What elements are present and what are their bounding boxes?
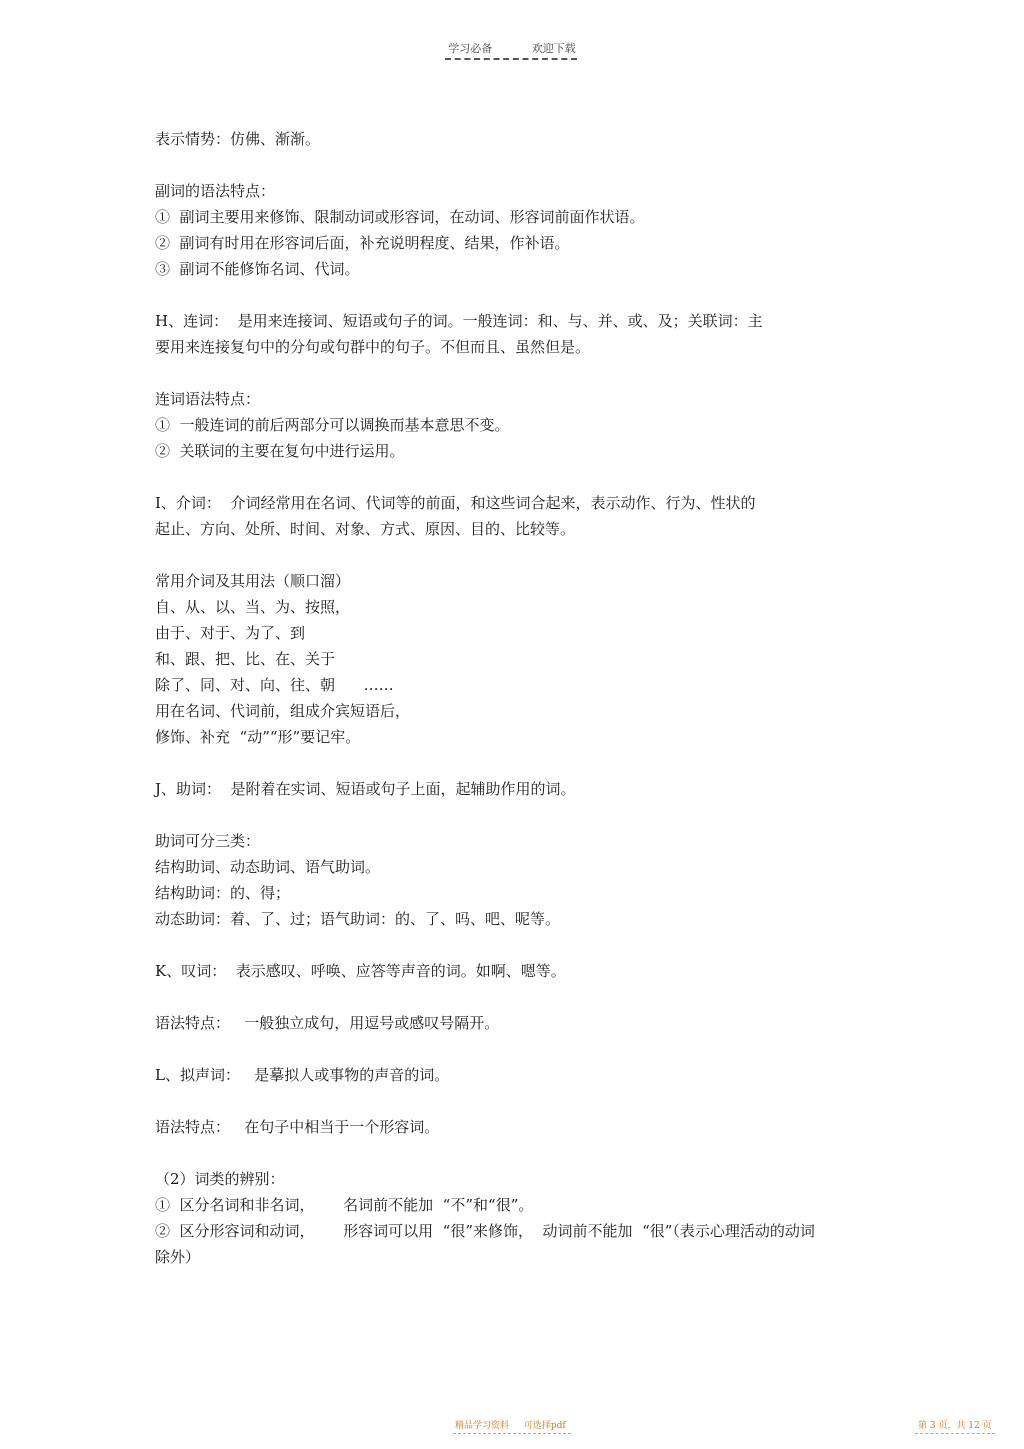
paragraph-gap: [155, 750, 875, 776]
footer-left-a: 精品学习资料: [455, 1421, 510, 1431]
text-line: （2）词类的辨别：: [155, 1170, 285, 1188]
paragraph-gap: [155, 1088, 875, 1114]
text-line: 语法特点： 在句子中相当于一个形容词。: [155, 1118, 440, 1136]
text-line: 表示情势：仿佛、渐渐。: [155, 130, 321, 148]
text-line: 除了、同、对、向、往、朝 ……: [155, 676, 394, 694]
text-line: ① 一般连词的前后两部分可以调换而基本意思不变。: [155, 416, 510, 434]
text-line: 助词可分三类：: [155, 832, 261, 850]
footer-left-divider: [453, 1433, 571, 1434]
text-line: 修饰、补充 “动”“形”要记牢。: [155, 728, 361, 746]
text-line: ① 副词主要用来修饰、限制动词或形容词，在动词、形容词前面作状语。: [155, 208, 645, 226]
text-line: 用在名词、代词前，组成介宾短语后，: [155, 702, 411, 720]
page-header: [0, 40, 1024, 56]
text-line: ① 区分名词和非名词， 名词前不能加 “不”和“很”。: [155, 1196, 534, 1214]
header-left-text: 学习必备: [448, 42, 493, 55]
text-line: ② 副词有时用在形容词后面，补充说明程度、结果，作补语。: [155, 234, 570, 252]
text-line: J、助词： 是附着在实词、短语或句子上面，起辅助作用的词。: [155, 780, 576, 798]
text-line: 要用来连接复句中的分句或句群中的句子。不但而且、虽然但是。: [155, 338, 591, 356]
text-line: 除外）: [155, 1248, 201, 1266]
text-line: 结构助词：的、得；: [155, 884, 291, 902]
text-line: ② 区分形容词和动词， 形容词可以用 “很”来修饰， 动词前不能加 “很”（表示心理活动的动词: [155, 1222, 815, 1240]
text-line: 动态助词：着、了、过；语气助词：的、了、吗、吧、呢等。: [155, 910, 561, 928]
paragraph-gap: [155, 1036, 875, 1062]
text-line: ③ 副词不能修饰名词、代词。: [155, 260, 360, 278]
footer-left: [455, 1418, 578, 1431]
text-line: 语法特点： 一般独立成句，用逗号或感叹号隔开。: [155, 1014, 500, 1032]
text-line: 和、跟、把、比、在、关于: [155, 650, 336, 668]
paragraph-gap: [155, 984, 875, 1010]
text-line: 副词的语法特点：: [155, 182, 276, 200]
footer-right-divider: [915, 1433, 995, 1434]
paragraph-gap: [155, 542, 875, 568]
paragraph-gap: [155, 464, 875, 490]
text-line: I、介词： 介词经常用在名词、代词等的前面，和这些词合起来，表示动作、行为、性状的: [155, 494, 756, 512]
paragraph-gap: [155, 282, 875, 308]
text-line: L、拟声词： 是摹拟人或事物的声音的词。: [155, 1066, 450, 1084]
text-line: K、叹词： 表示感叹、呼唤、应答等声音的词。如啊、嗯等。: [155, 962, 566, 980]
text-line: H、连词： 是用来连接词、短语或句子的词。一般连词：和、与、并、或、及；关联词：主: [155, 312, 763, 330]
document-body: [155, 126, 875, 1270]
header-divider: [445, 58, 577, 60]
paragraph-gap: [155, 360, 875, 386]
paragraph-gap: [155, 1140, 875, 1166]
text-line: 连词语法特点：: [155, 390, 261, 408]
header-right-text: 欢迎下载: [531, 42, 576, 55]
footer-left-b: 可选择pdf: [523, 1421, 566, 1431]
text-line: 结构助词、动态助词、语气助词。: [155, 858, 381, 876]
paragraph-gap: [155, 932, 875, 958]
page-number: 第 3 页，共 12 页: [918, 1421, 992, 1431]
text-line: ② 关联词的主要在复句中进行运用。: [155, 442, 405, 460]
text-line: 起止、方向、处所、时间、对象、方式、原因、目的、比较等。: [155, 520, 576, 538]
text-line: 由于、对于、为了、到: [155, 624, 306, 642]
text-line: 自、从、以、当、为、按照，: [155, 598, 351, 616]
paragraph-gap: [155, 152, 875, 178]
text-line: 常用介词及其用法（顺口溜）: [155, 572, 351, 590]
paragraph-gap: [155, 802, 875, 828]
